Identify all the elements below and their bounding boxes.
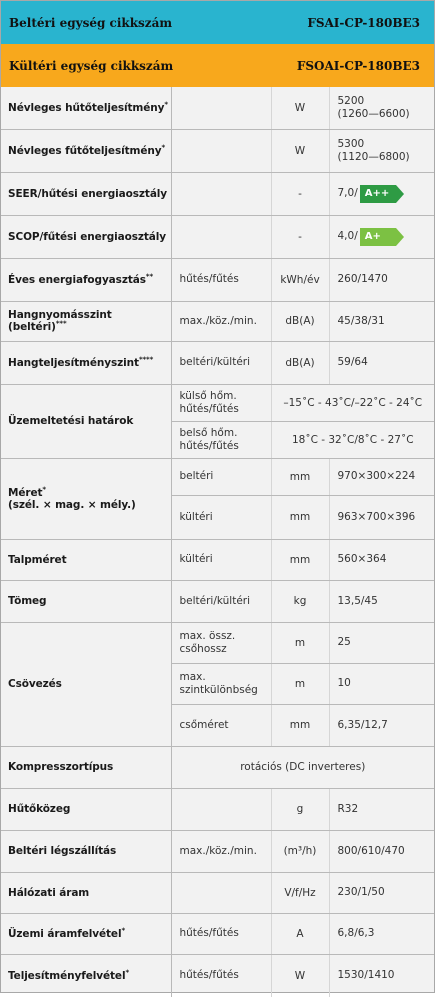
- row-condition: külső hőm. hűtés/fűtés: [171, 384, 271, 421]
- row-condition: hűtés/fűtés: [171, 258, 271, 301]
- row-value: –15˚C - 43˚C/–22˚C - 24˚C: [271, 384, 434, 421]
- table-row: [1, 458, 434, 495]
- row-condition: max./köz./min.: [171, 301, 271, 341]
- row-unit: g: [271, 788, 329, 830]
- row-condition: max. össz. csőhossz: [171, 622, 271, 663]
- row-label: Beltéri légszállítás: [1, 830, 171, 872]
- table-row: [1, 301, 434, 341]
- row-label: Hangnyomásszint (beltéri)***: [1, 301, 171, 341]
- row-value: 4,0/ A+: [329, 215, 434, 258]
- row-unit: -: [271, 172, 329, 215]
- row-value: 25: [329, 622, 434, 663]
- table-row: [1, 172, 434, 215]
- row-label: SCOP/fűtési energiaosztály: [1, 215, 171, 258]
- row-condition: kültéri: [171, 539, 271, 580]
- table-row: [1, 258, 434, 301]
- table-row: [1, 913, 434, 954]
- row-condition: kültéri: [171, 495, 271, 539]
- table-row: [1, 384, 434, 421]
- row-label: Tömeg: [1, 580, 171, 622]
- row-value: 1530/1410: [337, 969, 395, 982]
- row-condition: beltéri/kültéri: [171, 580, 271, 622]
- row-unit: A: [271, 913, 329, 954]
- table-row: [1, 580, 434, 622]
- row-value: 13,5/45: [329, 580, 434, 622]
- row-label: Névleges fűtőteljesítmény*: [1, 129, 171, 172]
- row-unit: dB(A): [271, 301, 329, 341]
- row-value: 6,8/6,3: [329, 913, 434, 954]
- row-value: 59/64: [329, 341, 434, 384]
- row-label: Üzemi áramfelvétel*: [1, 913, 171, 954]
- table-row: [1, 788, 434, 830]
- row-label: Talpméret: [1, 539, 171, 580]
- table-row: [1, 87, 434, 129]
- table-row: [1, 746, 434, 788]
- row-label: Hangteljesítményszint****: [1, 341, 171, 384]
- row-value: 10: [329, 663, 434, 704]
- outdoor-model-label: Kültéri egység cikkszám: [9, 58, 174, 73]
- row-label: Üzemeltetési határok: [1, 384, 171, 458]
- energy-class-badge: A++: [360, 185, 404, 203]
- row-unit: mm: [271, 495, 329, 539]
- row-condition: beltéri: [171, 458, 271, 495]
- row-unit: mm: [271, 458, 329, 495]
- energy-class-badge: A+: [360, 228, 404, 246]
- row-value: 970×300×224: [329, 458, 434, 495]
- row-value: 963×700×396: [329, 495, 434, 539]
- row-value: 5300 (1120—6800): [329, 129, 434, 172]
- table-row: [1, 215, 434, 258]
- row-unit: m: [271, 622, 329, 663]
- row-unit: mm: [271, 704, 329, 746]
- row-value: 800/610/470: [329, 830, 434, 872]
- row-unit: m: [271, 663, 329, 704]
- outdoor-model-header: [1, 44, 434, 87]
- row-label: Csövezés: [1, 622, 171, 746]
- row-condition: belső hőm. hűtés/fűtés: [171, 421, 271, 458]
- outdoor-model-number: FSOAI-CP-180BE3: [296, 58, 420, 73]
- indoor-model-label: Beltéri egység cikkszám: [9, 15, 173, 30]
- indoor-model-header: [1, 1, 434, 44]
- row-value: 260/1470: [329, 258, 434, 301]
- row-condition: max. szintkülönbség: [171, 663, 271, 704]
- row-unit: mm: [271, 539, 329, 580]
- table-row: [1, 954, 434, 997]
- table-row: [1, 129, 434, 172]
- row-unit: W: [271, 129, 329, 172]
- spec-table: [1, 87, 434, 997]
- row-unit: W: [271, 87, 329, 129]
- row-unit: (m³/h): [271, 830, 329, 872]
- row-condition: hűtés/fűtés: [171, 913, 271, 954]
- table-row: [1, 872, 434, 913]
- table-row: [1, 830, 434, 872]
- row-label: Névleges hűtőteljesítmény*: [1, 87, 171, 129]
- row-label: Éves energiafogyasztás**: [1, 258, 171, 301]
- row-unit: -: [271, 215, 329, 258]
- row-unit: dB(A): [271, 341, 329, 384]
- indoor-model-number: FSAI-CP-180BE3: [307, 15, 420, 30]
- row-condition: csőméret: [171, 704, 271, 746]
- row-value: R32: [329, 788, 434, 830]
- row-value: 7,0/ A++: [329, 172, 434, 215]
- row-label: Méret* (szél. × mag. × mély.): [1, 458, 171, 539]
- table-row: [1, 622, 434, 663]
- row-label: Kompresszortípus: [1, 746, 171, 788]
- table-row: [1, 539, 434, 580]
- row-value: 560×364: [329, 539, 434, 580]
- row-label: Hűtőközeg: [1, 788, 171, 830]
- row-label: Hálózati áram: [1, 872, 171, 913]
- row-value: 5200 (1260—6600): [329, 87, 434, 129]
- row-value: 18˚C - 32˚C/8˚C - 27˚C: [271, 421, 434, 458]
- row-value: rotációs (DC inverteres): [171, 746, 434, 788]
- table-row: [1, 341, 434, 384]
- row-condition: hűtés/fűtés: [171, 954, 271, 997]
- row-label: Teljesítményfelvétel*: [1, 954, 171, 997]
- row-unit: V/f/Hz: [271, 872, 329, 913]
- row-value: 45/38/31: [329, 301, 434, 341]
- row-unit: W: [271, 954, 329, 997]
- row-condition: max./köz./min.: [171, 830, 271, 872]
- row-label: SEER/hűtési energiaosztály: [1, 172, 171, 215]
- row-unit: kWh/év: [271, 258, 329, 301]
- row-unit: kg: [271, 580, 329, 622]
- row-condition: beltéri/kültéri: [171, 341, 271, 384]
- row-value: 6,35/12,7: [329, 704, 434, 746]
- row-value: 230/1/50: [329, 872, 434, 913]
